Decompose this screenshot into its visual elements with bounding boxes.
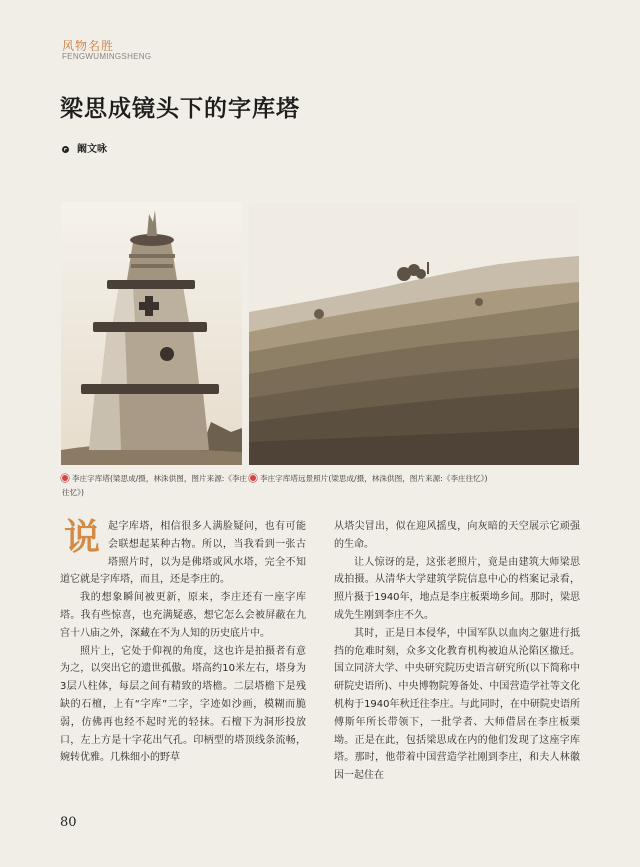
section-name: 风物名胜 <box>62 39 115 53</box>
landscape-photo <box>249 202 579 465</box>
terraced-hills-illustration <box>249 202 579 465</box>
paragraph: 让人惊讶的是，这张老照片，竟是由建筑大师梁思成拍摄。从清华大学建筑学院信息中心的档案记录看，照片摄于1940年，地点是李庄板栗坳乡间。那时，梁思成先生刚到李庄不久。 <box>334 556 580 621</box>
drop-cap: 说 <box>64 517 101 558</box>
author-line <box>62 140 107 155</box>
author-name: 阚文咏 <box>77 144 107 155</box>
pagoda-photo <box>61 202 242 465</box>
article-title: 梁思成镜头下的字库塔 <box>60 96 300 122</box>
paragraph: 从塔尖冒出，似在迎风摇曳，向灰暗的天空展示它顽强的生命。 <box>334 521 580 550</box>
caption-bullet-icon <box>62 475 68 481</box>
caption-bullet-icon <box>250 475 256 481</box>
paragraph: 照片上，它处于仰视的角度，这也许是拍摄者有意为之，以突出它的遗世孤傲。塔高约10米左右，塔身为3层八柱体，每层之间有精致的塔檐。二层塔檐下是残缺的石檀，上有“字库”二字，字迹如沙画，模糊而脆弱，仿佛再也经不起时光的轻抹。石檀下为洞形投放口，左上方是十字花出气孔。印柄型的塔顶线条流畅，婉转优雅。几株细小的野草 <box>60 645 306 764</box>
paragraph: 说起字库塔，相信很多人满脸疑问，也有可能会联想起某种古物。所以，当我看到一张古塔照片时，以为是佛塔或风水塔，完全不知道它就是字库塔，而且，还是李庄的。 <box>60 517 306 586</box>
photo-caption: 李庄字库塔(梁思成/摄，林洙供图，图片来源:《李庄往忆》) <box>62 474 248 497</box>
photo-caption: 李庄字库塔远景照片(梁思成/摄，林洙供图，图片来源:《李庄往忆》) <box>250 472 580 486</box>
paragraph: 我的想象瞬间被更新，原来，李庄还有一座字库塔。我有些惊喜，也充满疑惑，想它怎么会被屏蔽在九宫十八庙之外，深藏在不为人知的历史底片中。 <box>60 592 306 639</box>
bullet-icon <box>62 146 69 153</box>
body-column-right <box>334 518 580 785</box>
section-name-pinyin: FENGWUMINGSHENG <box>62 52 152 61</box>
body-column-left <box>60 518 306 767</box>
paragraph: 其时，正是日本侵华，中国军队以血肉之躯进行抵挡的危难时刻，众多文化教育机构被迫从沦陷区撤迁。国立同济大学、中央研究院历史语言研究所(以下简称中研院史语所)、中央博物院筹备处、中国营造学社等文化机构于1940年秋迁往李庄。与此同时，在中研院史语所傅斯年所长带领下，一批学者、大师借居在李庄板栗坳。正是在此，包括梁思成在内的他们发现了这座字库塔。那时，他带着中国营造学社刚到李庄，和夫人林徽因一起住在 <box>334 627 580 782</box>
pagoda-illustration <box>61 202 242 465</box>
page-number: 80 <box>60 815 77 830</box>
